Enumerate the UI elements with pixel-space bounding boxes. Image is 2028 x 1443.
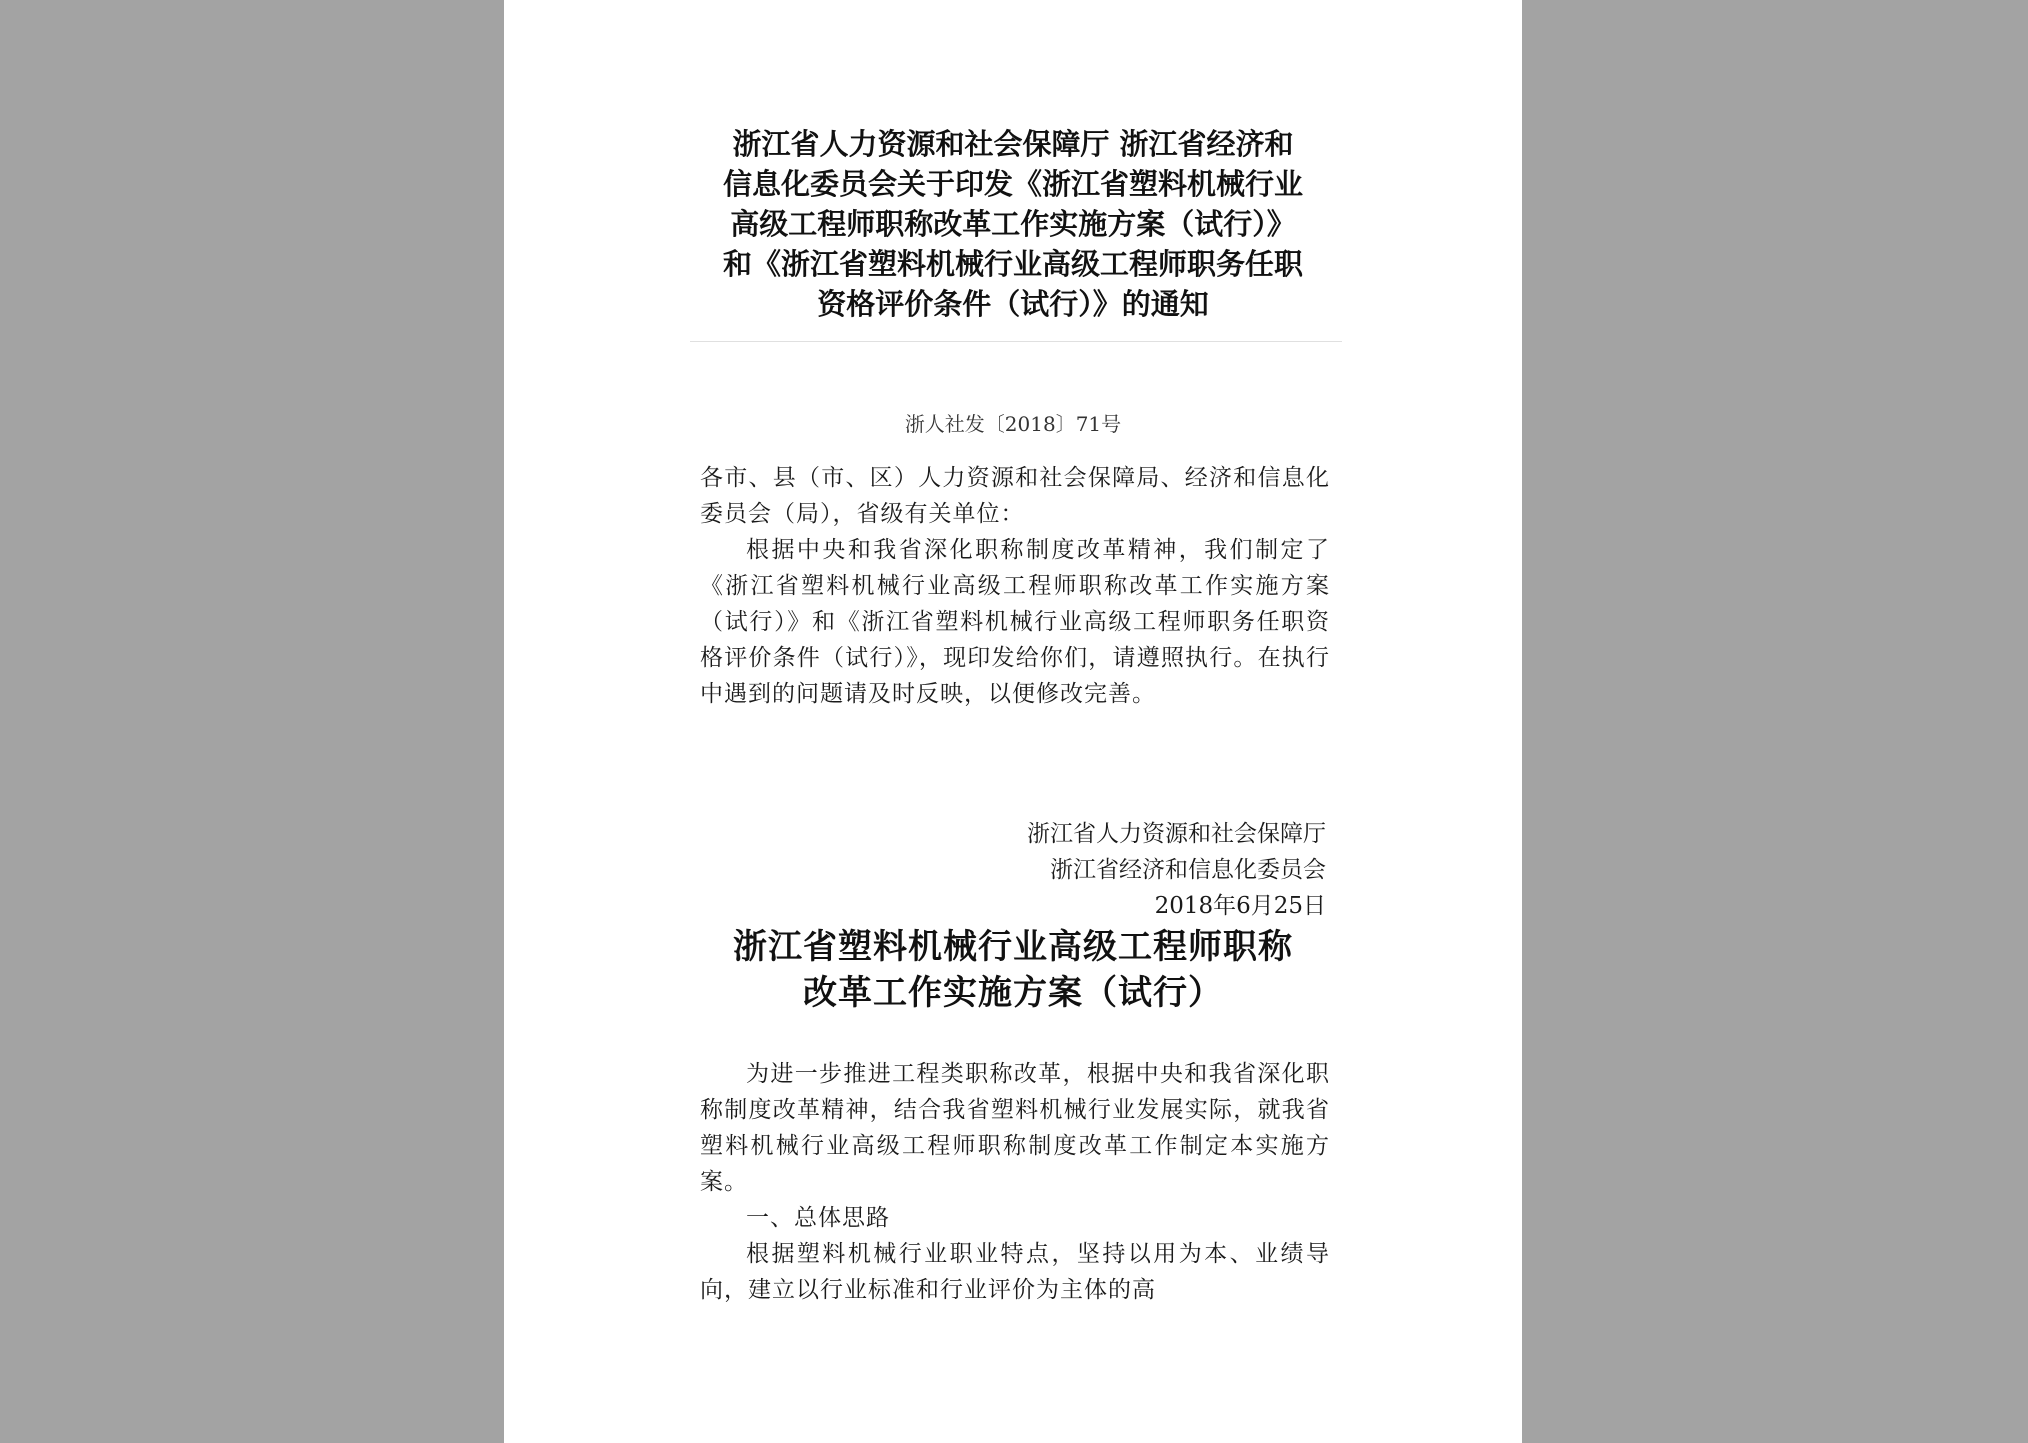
intro-paragraph: 为进一步推进工程类职称改革，根据中央和我省深化职称制度改革精神，结合我省塑料机械行业发展实际，就我省塑料机械行业高级工程师职称制度改革工作制定本实施方案。 [700,1061,1330,1195]
section-paragraph: 根据塑料机械行业职业特点，坚持以用为本、业绩导向，建立以行业标准和行业评价为主体的高 [700,1241,1330,1303]
signature-date: 2018年6月25日 [1154,893,1326,919]
document-page [504,0,1522,1443]
title-divider [690,341,1342,342]
attachment-title: 浙江省塑料机械行业高级工程师职称 改革工作实施方案（试行） [733,927,1293,1013]
signature-block [926,816,1326,924]
notice-body-paragraph: 根据中央和我省深化职称制度改革精神，我们制定了《浙江省塑料机械行业高级工程师职称改革工作实施方案（试行）》和《浙江省塑料机械行业高级工程师职务任职资格评价条件（试行）》，现印发给你们，请遵照执行。在执行中遇到的问题请及时反映，以便修改完善。 [700,537,1330,707]
recipients-paragraph: 各市、县（市、区）人力资源和社会保障局、经济和信息化委员会（局），省级有关单位： [700,465,1330,527]
signature-org-hrss: 浙江省人力资源和社会保障厅 [1027,821,1326,847]
document-number: 浙人社发〔2018〕71号 [904,412,1122,436]
signature-org-economy: 浙江省经济和信息化委员会 [1050,857,1326,883]
section-heading: 一、总体思路 [746,1205,890,1231]
notice-title: 浙江省人力资源和社会保障厅 浙江省经济和 信息化委员会关于印发《浙江省塑料机械行业 高级工程师职称改革工作实施方案（试行）》 和《浙江省塑料机械行业高级工程师职务任职 资格评价条件（试行）》的通知 [722,127,1303,321]
